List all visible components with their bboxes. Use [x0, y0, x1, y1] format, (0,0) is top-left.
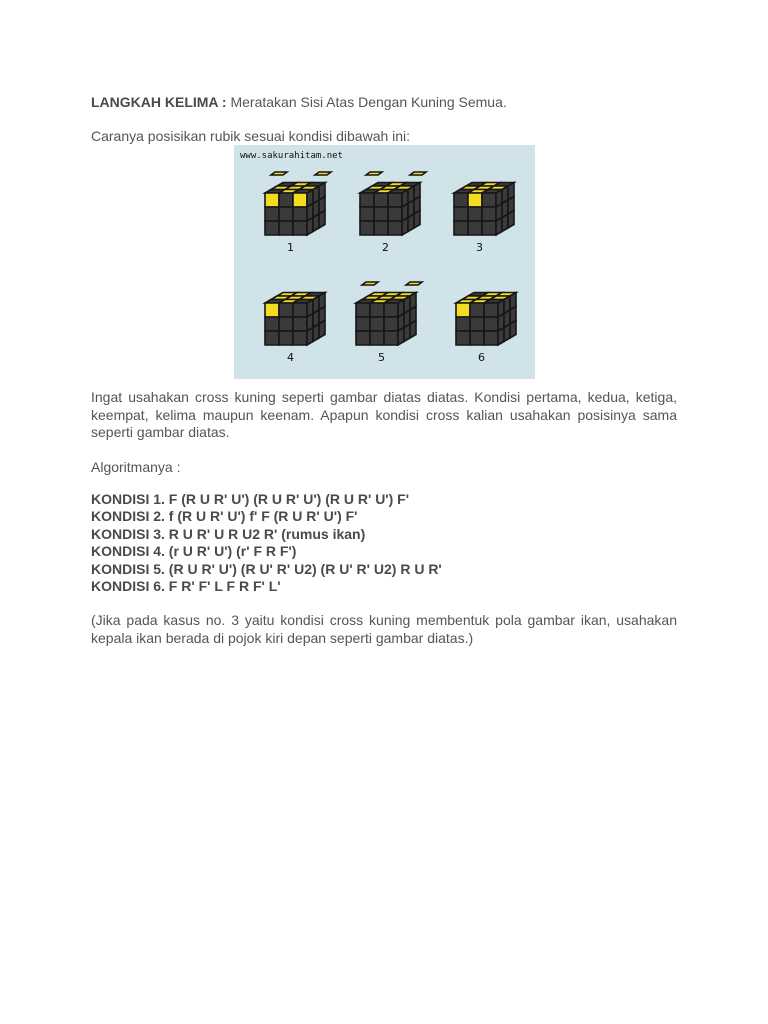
figure-watermark: www.sakurahitam.net — [240, 151, 343, 161]
cube-front-sticker — [468, 207, 482, 221]
cube-front-sticker — [482, 221, 496, 235]
cube-front-sticker — [279, 317, 293, 331]
algorithm-label: Algoritmanya : — [91, 459, 181, 475]
cube-label: 1 — [287, 241, 294, 254]
cube-front-sticker — [456, 317, 470, 331]
cube-label: 4 — [287, 351, 294, 364]
cube-front-sticker — [293, 331, 307, 345]
cube-front-sticker — [454, 193, 468, 207]
cube-front-sticker — [456, 303, 470, 317]
cube-front-sticker — [484, 331, 498, 345]
cube-front-sticker — [370, 331, 384, 345]
cube-front-sticker — [356, 303, 370, 317]
cube-front-sticker — [293, 221, 307, 235]
note-paragraph: (Jika pada kasus no. 3 yaitu kondisi cross kuning membentuk pola gambar ikan, usahakan kepala ikan berada di pojok kiri depan seperti gambar diatas.) — [91, 612, 677, 646]
step-heading-text: Meratakan Sisi Atas Dengan Kuning Semua. — [226, 94, 507, 110]
cube-right-sticker — [319, 211, 325, 229]
algorithm-line: KONDISI 2. f (R U R' U') f' F (R U R' U') F' — [91, 508, 358, 525]
cube-front-sticker — [356, 317, 370, 331]
cube-front-sticker — [468, 193, 482, 207]
cube-right-sticker — [398, 328, 404, 346]
cube-front-sticker — [370, 317, 384, 331]
cube-front-sticker — [293, 317, 307, 331]
cube-right-sticker — [414, 211, 420, 229]
algorithm-line: KONDISI 4. (r U R' U') (r' F R F') — [91, 543, 297, 560]
cube-front-sticker — [370, 303, 384, 317]
cube-front-sticker — [454, 221, 468, 235]
cube-right-sticker — [498, 328, 504, 346]
cube-front-sticker — [470, 331, 484, 345]
cube-illustrations — [234, 145, 535, 379]
cube-front-sticker — [265, 193, 279, 207]
cube-front-sticker — [384, 331, 398, 345]
cube-right-sticker — [508, 211, 514, 229]
cube-front-sticker — [293, 303, 307, 317]
cube-front-sticker — [470, 303, 484, 317]
cube-front-sticker — [482, 193, 496, 207]
cube-front-sticker — [384, 303, 398, 317]
cube-front-sticker — [293, 193, 307, 207]
cube-front-sticker — [484, 303, 498, 317]
cube-front-sticker — [388, 207, 402, 221]
cube-front-sticker — [374, 207, 388, 221]
cube-label: 2 — [382, 241, 389, 254]
cube-front-sticker — [454, 207, 468, 221]
floating-yellow-sticker — [410, 172, 426, 175]
cube-right-sticker — [307, 328, 313, 346]
cube-right-sticker — [408, 214, 414, 232]
cube-front-sticker — [468, 221, 482, 235]
floating-yellow-sticker — [362, 282, 378, 285]
cube-label: 5 — [378, 351, 385, 364]
cube-front-sticker — [279, 207, 293, 221]
cube-front-sticker — [384, 317, 398, 331]
floating-yellow-sticker — [271, 172, 287, 175]
cube-front-sticker — [374, 221, 388, 235]
cube-front-sticker — [356, 331, 370, 345]
cube-front-sticker — [388, 193, 402, 207]
cube-front-sticker — [470, 317, 484, 331]
floating-yellow-sticker — [366, 172, 382, 175]
cube-front-sticker — [265, 317, 279, 331]
cube-right-sticker — [510, 321, 516, 339]
cube-front-sticker — [279, 303, 293, 317]
cube-front-sticker — [279, 193, 293, 207]
cube-right-sticker — [404, 324, 410, 342]
step-heading-lead: LANGKAH KELIMA : — [91, 94, 227, 110]
intro-text: Caranya posisikan rubik sesuai kondisi dibawah ini: — [91, 128, 411, 144]
cube-front-sticker — [265, 207, 279, 221]
cube-front-sticker — [265, 331, 279, 345]
step-heading — [91, 94, 677, 112]
cube-right-sticker — [504, 324, 510, 342]
algorithm-line: KONDISI 6. F R' F' L F R F' L' — [91, 577, 281, 594]
cube-front-sticker — [388, 221, 402, 235]
cube-right-sticker — [496, 218, 502, 236]
cube-front-sticker — [484, 317, 498, 331]
cube-right-sticker — [313, 214, 319, 232]
cube-front-sticker — [456, 331, 470, 345]
algorithm-line: KONDISI 5. (R U R' U') (R U' R' U2) (R U' R' U2) R U R' — [91, 560, 442, 577]
instruction-paragraph: Ingat usahakan cross kuning seperti gambar diatas diatas. Kondisi pertama, kedua, ketiga, keempat, kelima maupun keenam. Apapun kondisi cross kalian usahakan posisinya sama seperti gambar diatas. — [91, 389, 677, 440]
cube-front-sticker — [360, 207, 374, 221]
cube-front-sticker — [279, 331, 293, 345]
cube-front-sticker — [293, 207, 307, 221]
cube-right-sticker — [307, 218, 313, 236]
cube-right-sticker — [502, 214, 508, 232]
cube-front-sticker — [360, 221, 374, 235]
algorithm-line: KONDISI 1. F (R U R' U') (R U R' U') (R U R' U') F' — [91, 491, 410, 507]
cube-right-sticker — [410, 321, 416, 339]
cube-front-sticker — [279, 221, 293, 235]
cube-front-sticker — [374, 193, 388, 207]
cube-right-sticker — [313, 324, 319, 342]
cube-front-sticker — [265, 303, 279, 317]
cube-front-sticker — [360, 193, 374, 207]
cube-label: 3 — [476, 241, 483, 254]
rubik-cube-figure — [234, 145, 535, 379]
cube-front-sticker — [265, 221, 279, 235]
cube-right-sticker — [402, 218, 408, 236]
floating-yellow-sticker — [315, 172, 331, 175]
floating-yellow-sticker — [406, 282, 422, 285]
algorithm-line: KONDISI 3. R U R' U R U2 R' (rumus ikan) — [91, 525, 366, 542]
algorithm-list — [91, 491, 677, 595]
cube-right-sticker — [319, 321, 325, 339]
cube-label: 6 — [478, 351, 485, 364]
cube-front-sticker — [482, 207, 496, 221]
